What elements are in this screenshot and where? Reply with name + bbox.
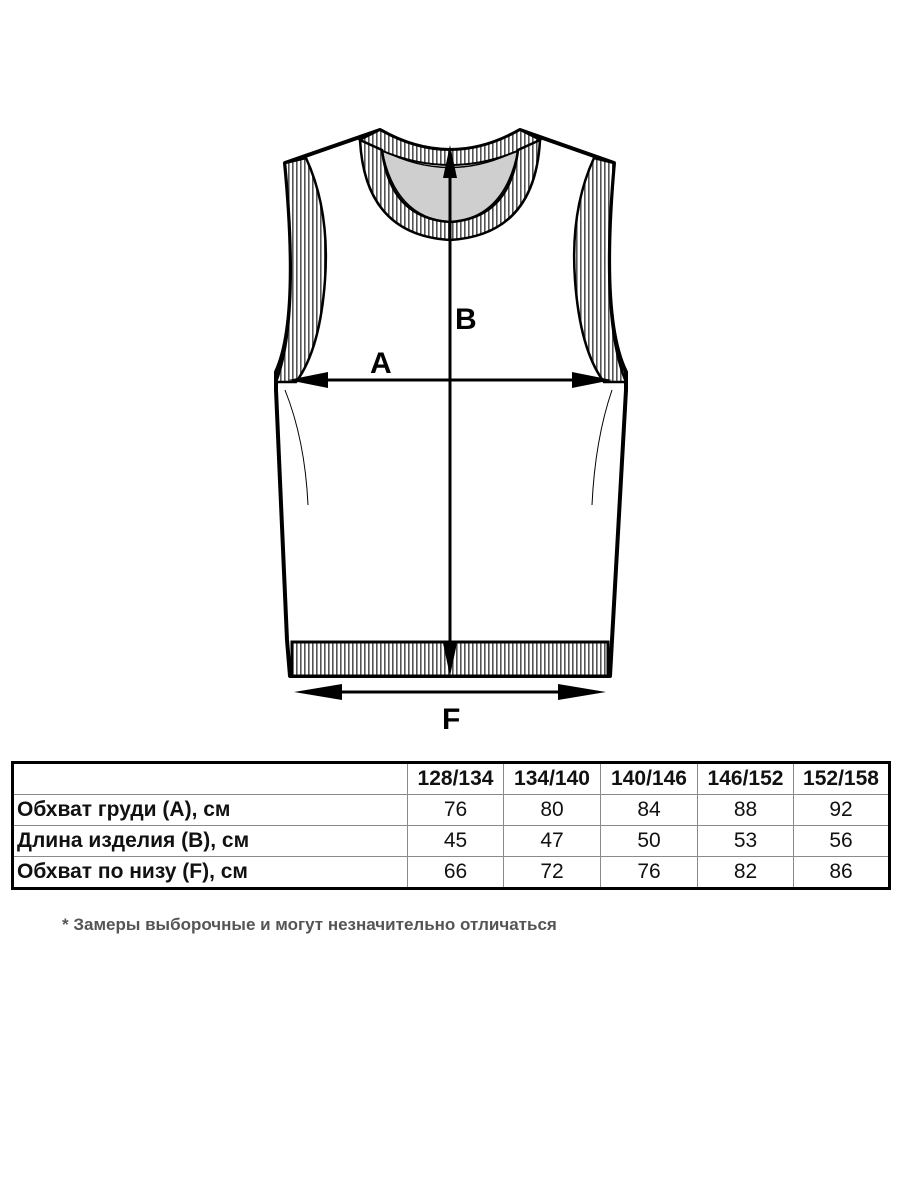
table-cell: 66: [408, 857, 504, 889]
header-empty-cell: [13, 763, 408, 795]
size-header: 146/152: [698, 763, 794, 795]
size-header: 128/134: [408, 763, 504, 795]
table-cell: 80: [504, 795, 601, 826]
size-header: 152/158: [794, 763, 890, 795]
table-cell: 56: [794, 826, 890, 857]
table-cell: 84: [601, 795, 698, 826]
footnote: * Замеры выборочные и могут незначительно отличаться: [62, 915, 557, 934]
row-label: Обхват по низу (F), см: [13, 857, 408, 889]
table-row: [13, 795, 890, 826]
table-cell: 47: [504, 826, 601, 857]
table-cell: 53: [698, 826, 794, 857]
table-cell: 72: [504, 857, 601, 889]
row-label: Длина изделия (В), см: [13, 826, 408, 857]
size-table: [11, 761, 891, 890]
size-header: 140/146: [601, 763, 698, 795]
table-row: [13, 857, 890, 889]
table-cell: 82: [698, 857, 794, 889]
length-label: B: [455, 303, 477, 336]
hem-arrow-head-right: [558, 684, 606, 700]
chest-label: A: [370, 347, 392, 380]
table-cell: 76: [408, 795, 504, 826]
table-cell: 88: [698, 795, 794, 826]
table-cell: 50: [601, 826, 698, 857]
table-cell: 86: [794, 857, 890, 889]
table-cell: 45: [408, 826, 504, 857]
table-cell: 76: [601, 857, 698, 889]
table-cell: 92: [794, 795, 890, 826]
table-row: [13, 826, 890, 857]
row-label: Обхват груди (А), см: [13, 795, 408, 826]
size-header: 134/140: [504, 763, 601, 795]
hem-label: F: [442, 703, 461, 736]
hem-arrow-head-left: [294, 684, 342, 700]
size-header-row: [13, 763, 890, 795]
